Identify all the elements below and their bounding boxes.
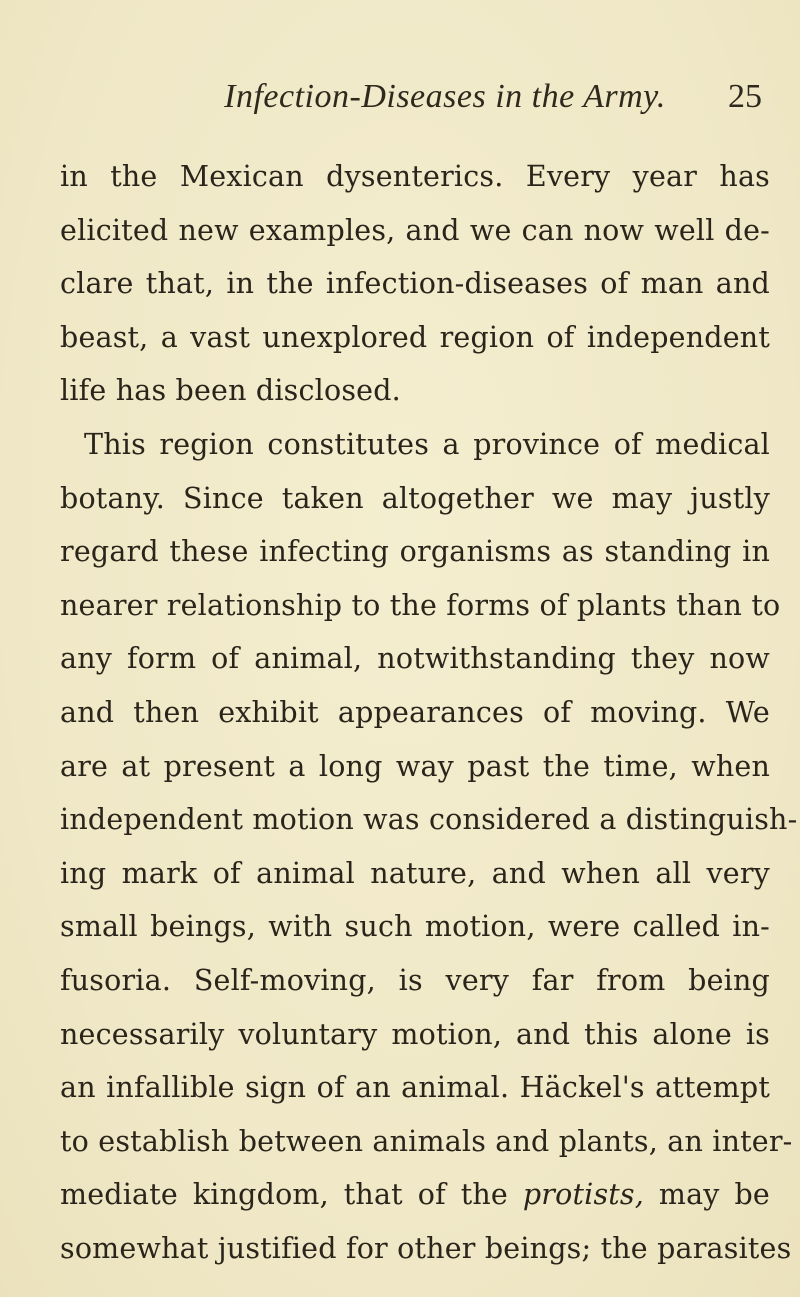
text-line: life has been disclosed. — [60, 374, 401, 408]
text-line: and then exhibit appearances of moving. We — [60, 695, 770, 729]
text-line: are at present a long way past the time, when — [60, 749, 770, 783]
text-line: an infallible sign of an animal. Häckel's attempt — [60, 1071, 770, 1105]
text-line: somewhat justified for other beings; the parasites — [60, 1231, 792, 1265]
text-segment: may be — [644, 1178, 770, 1212]
text-line: clare that, in the infection-diseases of man and — [60, 267, 770, 301]
italic-term-protists: protists, — [522, 1178, 645, 1212]
text-line: ing mark of animal nature, and when all very — [60, 856, 770, 890]
text-line: necessarily voluntary motion, and this alone is — [60, 1017, 770, 1051]
text-line-with-italic — [60, 1168, 770, 1222]
text-line: independent motion was considered a distinguish- — [60, 803, 798, 837]
text-line: small beings, with such motion, were called in- — [60, 910, 770, 944]
text-line: to establish between animals and plants, an inter- — [60, 1124, 793, 1158]
text-segment: mediate kingdom, that of the — [60, 1178, 523, 1212]
text-line: any form of animal, notwithstanding they now — [60, 642, 770, 676]
text-line: in the Mexican dysenterics. Every year has — [60, 160, 770, 193]
text-line: beast, a vast unexplored region of independent — [60, 320, 770, 354]
body-text — [60, 150, 798, 1275]
page-number: 25 — [728, 78, 762, 115]
text-line: regard these infecting organisms as standing in — [60, 535, 770, 569]
paragraph-start-line: This region constitutes a province of medical — [84, 427, 770, 461]
text-line: elicited new examples, and we can now well de- — [60, 213, 770, 247]
text-line: nearer relationship to the forms of plants than to — [60, 588, 781, 622]
running-title: Infection-Diseases in the Army. — [224, 78, 666, 115]
text-line: botany. Since taken altogether we may justly — [60, 481, 770, 515]
running-head — [128, 78, 762, 122]
text-line: fusoria. Self-moving, is very far from being — [60, 963, 770, 997]
